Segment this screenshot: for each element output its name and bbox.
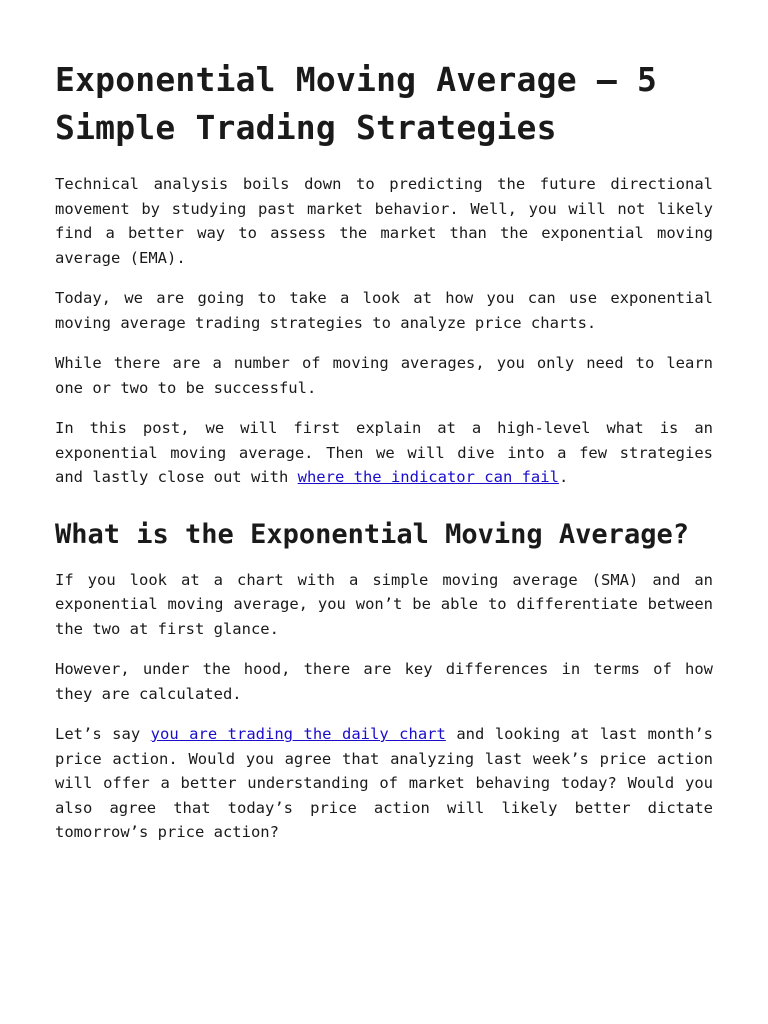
section-paragraph-1: If you look at a chart with a simple moving average (SMA) and an exponential moving average, you won’t be able to differentiate between the two at first glance.: [55, 570, 713, 638]
section-heading-ema: What is the Exponential Moving Average?: [55, 518, 689, 550]
paragraph-text: and looking at last month’s price action. Would you agree that analyzing last week’s price action will offer a better understanding of market behaving today? Would you also agree that today’s price action will likely better dictate tomorrow’s price action?: [55, 725, 713, 841]
intro-paragraph-2: Today, we are going to take a look at how you can use exponential moving average trading strategies to analyze price charts.: [55, 289, 713, 332]
article-title: Exponential Moving Average – 5 Simple Trading Strategies: [55, 60, 658, 147]
intro-paragraph-1: Technical analysis boils down to predicting the future directional movement by studying past market behavior. Well, you will not likely find a better way to assess the market than the exponential moving average (EMA).: [55, 175, 713, 267]
daily-chart-link[interactable]: you are trading the daily chart: [150, 725, 446, 743]
section-paragraph-3: [55, 722, 713, 845]
paragraph-text: .: [558, 468, 569, 486]
intro-paragraph-3: While there are a number of moving averages, you only need to learn one or two to be successful.: [55, 354, 713, 397]
paragraph-text: In this post, we will first explain at a high-level what is an exponential moving average. Then we will dive into a few strategies and lastly close out with: [55, 419, 713, 486]
paragraph-text: Let’s say: [55, 725, 151, 743]
intro-paragraph-4: [55, 416, 713, 490]
indicator-fail-link[interactable]: where the indicator can fail: [297, 468, 559, 486]
section-paragraph-2: However, under the hood, there are key differences in terms of how they are calculated.: [55, 660, 713, 703]
